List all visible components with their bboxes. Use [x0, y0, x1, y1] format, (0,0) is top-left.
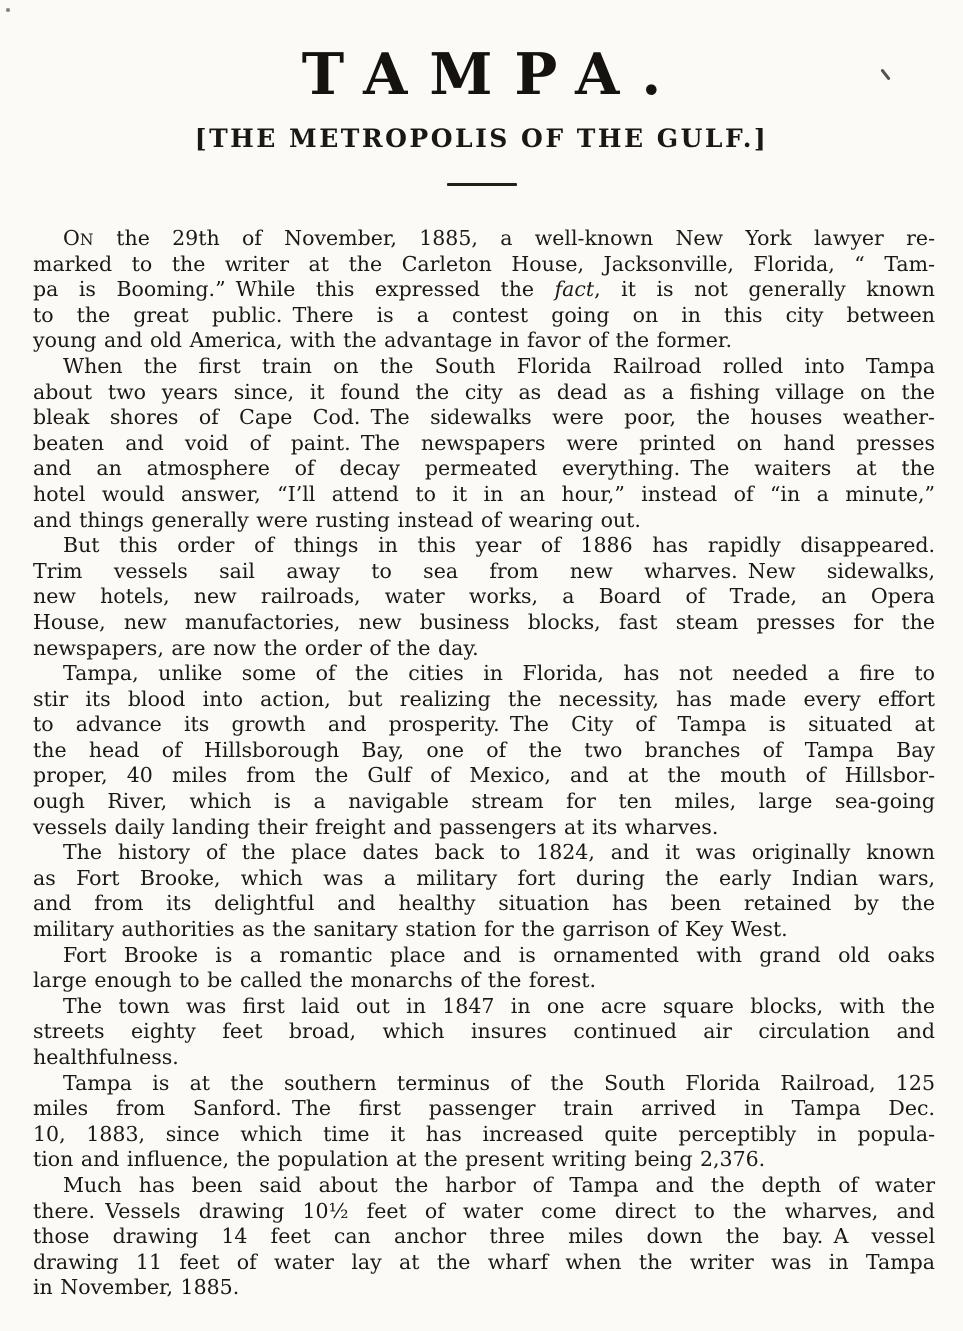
text-line: there. Vessels drawing 10½ feet of water come direct to the wharves, and [33, 1198, 935, 1223]
text-line: healthfulness. [33, 1045, 179, 1069]
paragraph [33, 1173, 935, 1301]
text-line: ough River, which is a navigable stream for ten miles, large sea-going [33, 789, 935, 814]
text-line: marked to the writer at the Carleton House, Jacksonville, Florida, “ Tam- [33, 251, 935, 276]
text-line: to advance its growth and prosperity. The City of Tampa is situated at [33, 712, 935, 737]
text-line: Tampa is at the southern terminus of the South Florida Railroad, 125 [63, 1070, 935, 1095]
text-line: But this order of things in this year of 1886 has rapidly disappeared. [63, 533, 935, 558]
masthead [0, 0, 963, 186]
text-line: Trim vessels sail away to sea from new wharves. New sidewalks, [33, 558, 935, 583]
page-subtitle: [THE METROPOLIS OF THE GULF.] [194, 124, 769, 153]
text-line: new hotels, new railroads, water works, a Board of Trade, an Opera [33, 584, 935, 609]
paragraph [33, 1071, 935, 1173]
text-line: When the first train on the South Florida Railroad rolled into Tampa [63, 353, 935, 378]
text-line: The town was first laid out in 1847 in one acre square blocks, with the [63, 993, 935, 1018]
text-line: miles from Sanford. The first passenger train arrived in Tampa Dec. [33, 1096, 935, 1121]
text-line: large enough to be called the monarchs of the forest. [33, 968, 597, 993]
text-line: Tampa, unlike some of the cities in Florida, has not needed a fire to [63, 661, 935, 686]
text-line: streets eighty feet broad, which insures continued air circulation and [33, 1019, 935, 1044]
text-line: House, new manufactories, new business blocks, fast steam presses for the [33, 609, 935, 634]
text-line: in November, 1885. [33, 1275, 240, 1300]
text-line: tion and influence, the population at the present writing being 2,376. [33, 1147, 766, 1172]
text-line: bleak shores of Cape Cod. The sidewalks were poor, the houses weather- [33, 405, 935, 430]
text-line: and from its delightful and healthy situation has been retained by the [33, 891, 935, 916]
text-line: newspapers, are now the order of the day. [33, 635, 479, 660]
paragraph [33, 354, 935, 533]
text-line: proper, 40 miles from the Gulf of Mexico, and at the mouth of Hillsbor- [33, 763, 935, 788]
text-line: the head of Hillsborough Bay, one of the two branches of Tampa Bay [33, 737, 935, 762]
page-title: TAMPA. [301, 41, 684, 108]
text-line: hotel would answer, “I’ll attend to it in an hour,” instead of “in a minute,” [33, 481, 935, 506]
paragraph [33, 533, 935, 661]
text-line: and an atmosphere of decay permeated everything. The waiters at the [33, 456, 935, 481]
text-line: to the great public. There is a contest going on in this city between [33, 302, 935, 327]
text-line: ON the 29th of November, 1885, a well-known New York lawyer re- [63, 226, 935, 250]
text-line: young and old America, with the advantage in favor of the former. [33, 328, 732, 353]
text-line: Fort Brooke is a romantic place and is ornamented with grand old oaks [63, 942, 935, 967]
text-line: as Fort Brooke, which was a military fort during the early Indian wars, [33, 865, 935, 890]
text-line: Much has been said about the harbor of Tampa and the depth of water [63, 1172, 935, 1197]
text-line: about two years since, it found the city as dead as a fishing village on the [33, 379, 935, 404]
text-line: pa is Booming.” While this expressed the fact, it is not generally known [33, 277, 935, 302]
article-body [33, 226, 935, 1301]
text-line: beaten and void of paint. The newspapers were printed on hand presses [33, 430, 935, 455]
text-line: stir its blood into action, but realizing the necessity, has made every effort [33, 686, 935, 711]
text-line: vessels daily landing their freight and passengers at its wharves. [33, 814, 719, 839]
text-line: those drawing 14 feet can anchor three miles down the bay. A vessel [33, 1224, 935, 1249]
section-divider-rule [447, 183, 517, 186]
paragraph [33, 661, 935, 840]
text-line: drawing 11 feet of water lay at the wharf when the writer was in Tampa [33, 1249, 935, 1274]
paragraph [33, 943, 935, 994]
text-line: The history of the place dates back to 1824, and it was originally known [63, 840, 935, 865]
text-line: and things generally were rusting instead of wearing out. [33, 507, 641, 532]
text-line: military authorities as the sanitary station for the garrison of Key West. [33, 917, 788, 942]
paragraph [33, 840, 935, 942]
text-line: 10, 1883, since which time it has increased quite perceptibly in popula- [33, 1121, 935, 1146]
paragraph [33, 226, 935, 354]
paragraph [33, 994, 935, 1071]
